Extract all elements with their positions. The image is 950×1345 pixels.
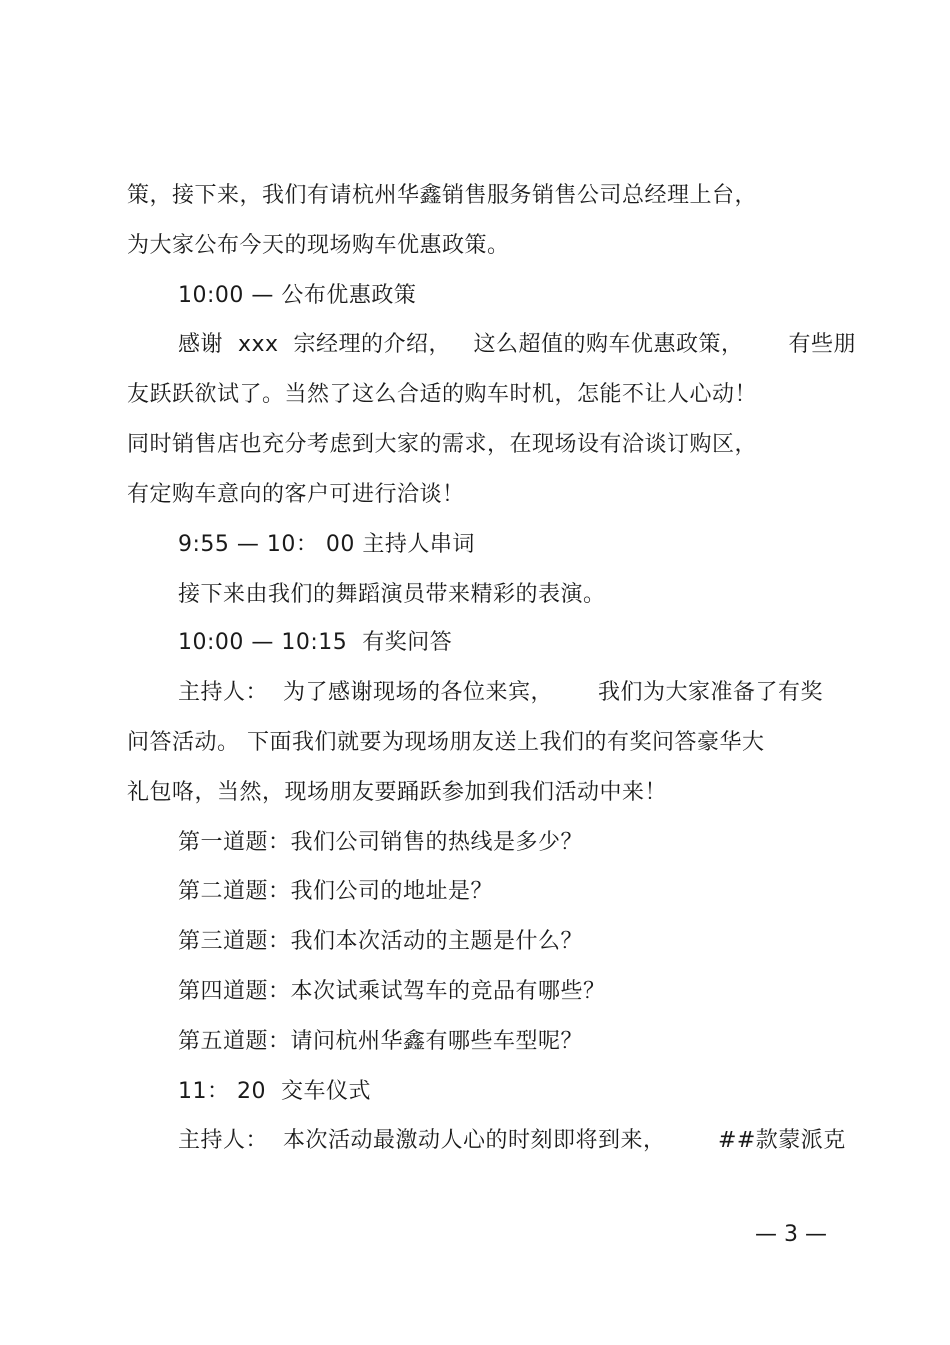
section-heading: 9:55 — 10： 00 主持人串词 [178, 532, 475, 557]
paragraph-line: 礼包咯，当然，现场朋友要踊跃参加到我们活动中来！ [127, 780, 668, 805]
paragraph-line: 有定购车意向的客户可进行洽谈！ [127, 482, 465, 507]
paragraph-line: 策，接下来，我们有请杭州华鑫销售服务销售公司总经理上台， [127, 183, 758, 208]
question-line: 第五道题：请问杭州华鑫有哪些车型呢？ [178, 1029, 584, 1054]
section-heading: 11： 20 交车仪式 [178, 1079, 371, 1104]
paragraph-line: 同时销售店也充分考虑到大家的需求，在现场设有洽谈订购区， [127, 432, 758, 457]
question-line: 第四道题：本次试乘试驾车的竞品有哪些？ [178, 979, 606, 1004]
section-heading: 10:00 — 公布优惠政策 [178, 283, 417, 308]
page-number: — 3 — [755, 1222, 827, 1247]
paragraph-line: 接下来由我们的舞蹈演员带来精彩的表演。 [178, 582, 606, 607]
question-line: 第二道题：我们公司的地址是？ [178, 879, 494, 904]
paragraph-line: 友跃跃欲试了。当然了这么合适的购车时机，怎能不让人心动！ [127, 382, 758, 407]
paragraph-line: 为大家公布今天的现场购车优惠政策。 [127, 233, 510, 258]
paragraph-line: 问答活动。 下面我们就要为现场朋友送上我们的有奖问答豪华大 [127, 730, 765, 755]
question-line: 第一道题：我们公司销售的热线是多少？ [178, 830, 584, 855]
paragraph-line: 感谢 xxx 宗经理的介绍， 这么超值的购车优惠政策， 有些朋 [178, 332, 856, 357]
question-line: 第三道题：我们本次活动的主题是什么？ [178, 929, 584, 954]
paragraph-line: 主持人： 本次活动最激动人心的时刻即将到来， ##款蒙派克 [178, 1128, 846, 1153]
paragraph-line: 主持人： 为了感谢现场的各位来宾， 我们为大家准备了有奖 [178, 680, 823, 705]
section-heading: 10:00 — 10:15 有奖问答 [178, 630, 453, 655]
